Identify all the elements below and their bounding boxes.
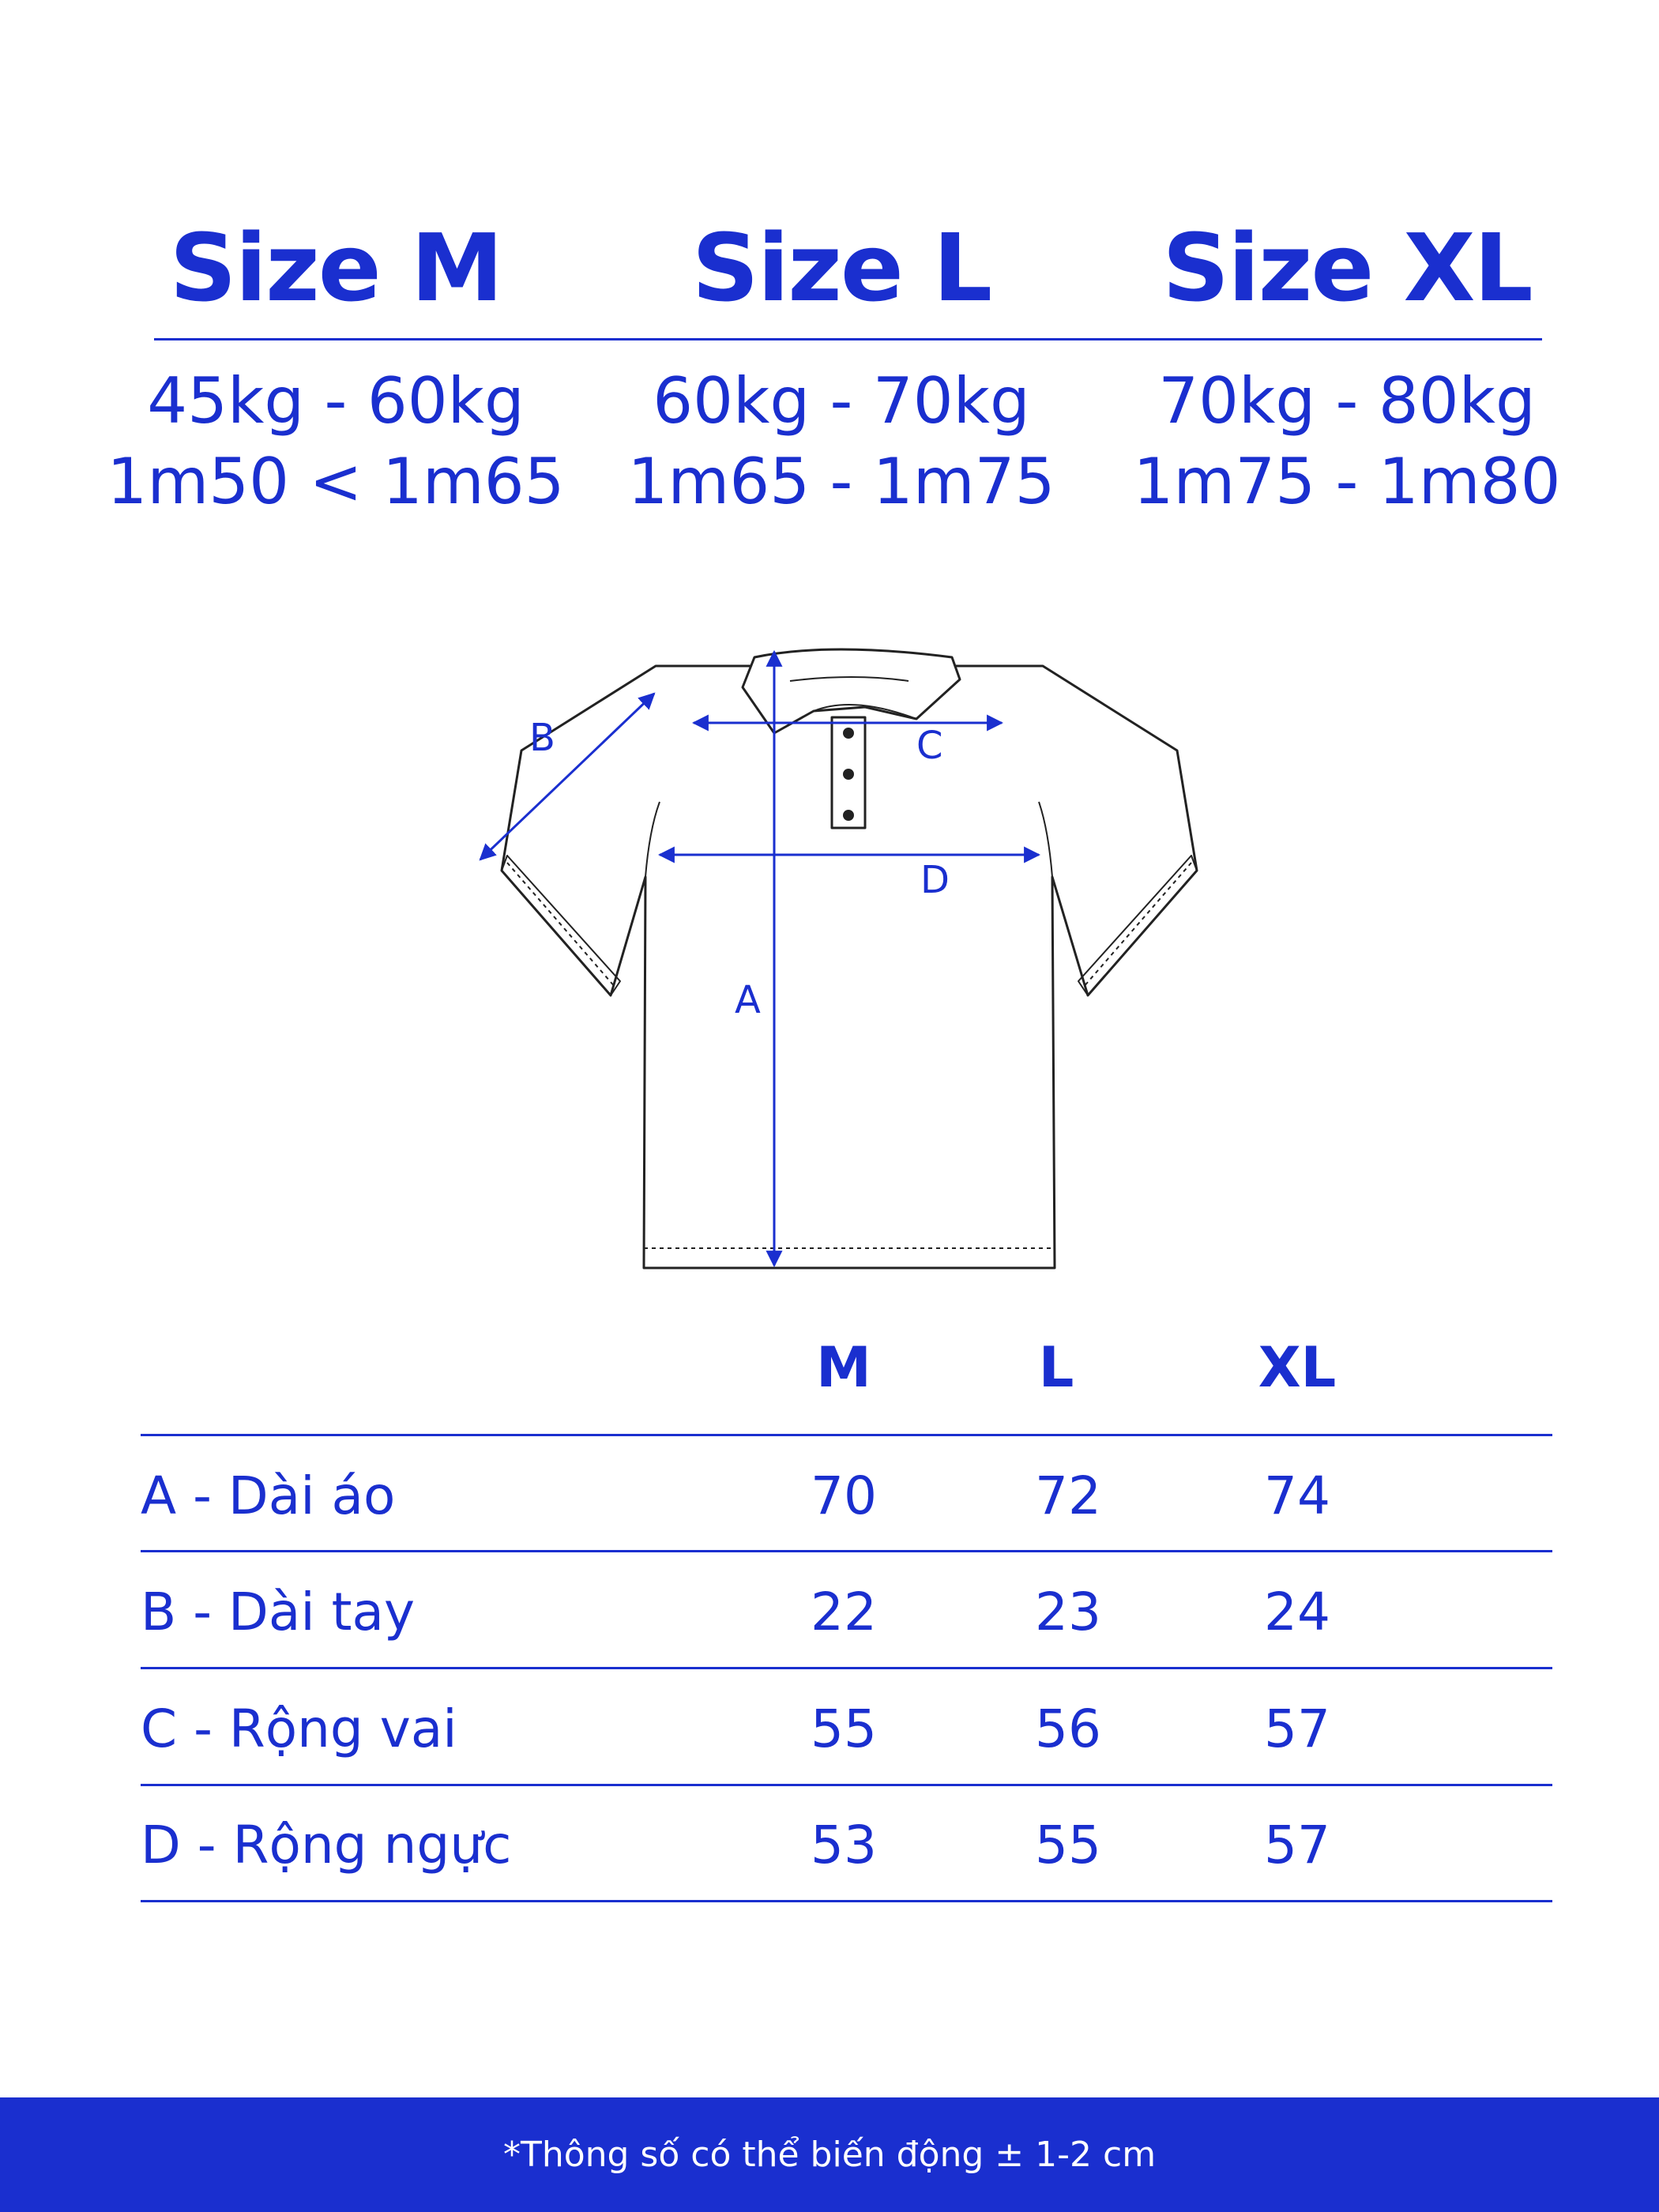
size-l-height: 1m65 - 1m75 [627, 445, 1055, 518]
size-l-weight: 60kg - 70kg [653, 364, 1030, 438]
cell-d-l: 55 [1035, 1815, 1101, 1875]
cell-a-l: 72 [1035, 1465, 1101, 1526]
cell-d-m: 53 [811, 1815, 877, 1875]
row-label-a: A - Dài áo [141, 1465, 396, 1526]
cell-c-l: 56 [1035, 1698, 1101, 1759]
size-xl-weight: 70kg - 80kg [1158, 364, 1536, 438]
col-header-xl: XL [1258, 1335, 1337, 1400]
size-l-title: Size L [691, 213, 991, 322]
cell-c-xl: 57 [1264, 1698, 1330, 1759]
label-b: B [529, 716, 555, 760]
size-m-height: 1m50 < 1m65 [107, 445, 565, 518]
cell-b-l: 23 [1035, 1582, 1101, 1642]
table-divider [141, 1784, 1552, 1786]
cell-b-xl: 24 [1264, 1582, 1330, 1642]
row-label-d: D - Rộng ngực [141, 1815, 512, 1875]
table-divider [141, 1667, 1552, 1669]
size-m-weight: 45kg - 60kg [147, 364, 525, 438]
size-header-divider [154, 338, 1542, 340]
cell-a-m: 70 [811, 1465, 877, 1526]
label-a: A [735, 978, 761, 1022]
cell-c-m: 55 [811, 1698, 877, 1759]
shirt-outline [502, 649, 1197, 1268]
polo-shirt-diagram [442, 616, 1217, 1288]
footer-note: *Thông số có thể biến động ± 1-2 cm [502, 2135, 1157, 2175]
size-xl-height: 1m75 - 1m80 [1133, 445, 1561, 518]
label-d: D [920, 858, 950, 902]
label-c: C [916, 724, 943, 768]
col-header-m: M [816, 1335, 871, 1400]
size-xl-title: Size XL [1162, 213, 1532, 322]
size-m-title: Size M [169, 213, 502, 322]
table-divider [141, 1434, 1552, 1436]
footer-bar [0, 2097, 1659, 2212]
table-divider [141, 1900, 1552, 1902]
row-label-c: C - Rộng vai [141, 1698, 457, 1759]
row-label-b: B - Dài tay [141, 1582, 416, 1642]
table-divider [141, 1550, 1552, 1552]
cell-b-m: 22 [811, 1582, 877, 1642]
cell-a-xl: 74 [1264, 1465, 1330, 1526]
col-header-l: L [1038, 1335, 1074, 1400]
cell-d-xl: 57 [1264, 1815, 1330, 1875]
